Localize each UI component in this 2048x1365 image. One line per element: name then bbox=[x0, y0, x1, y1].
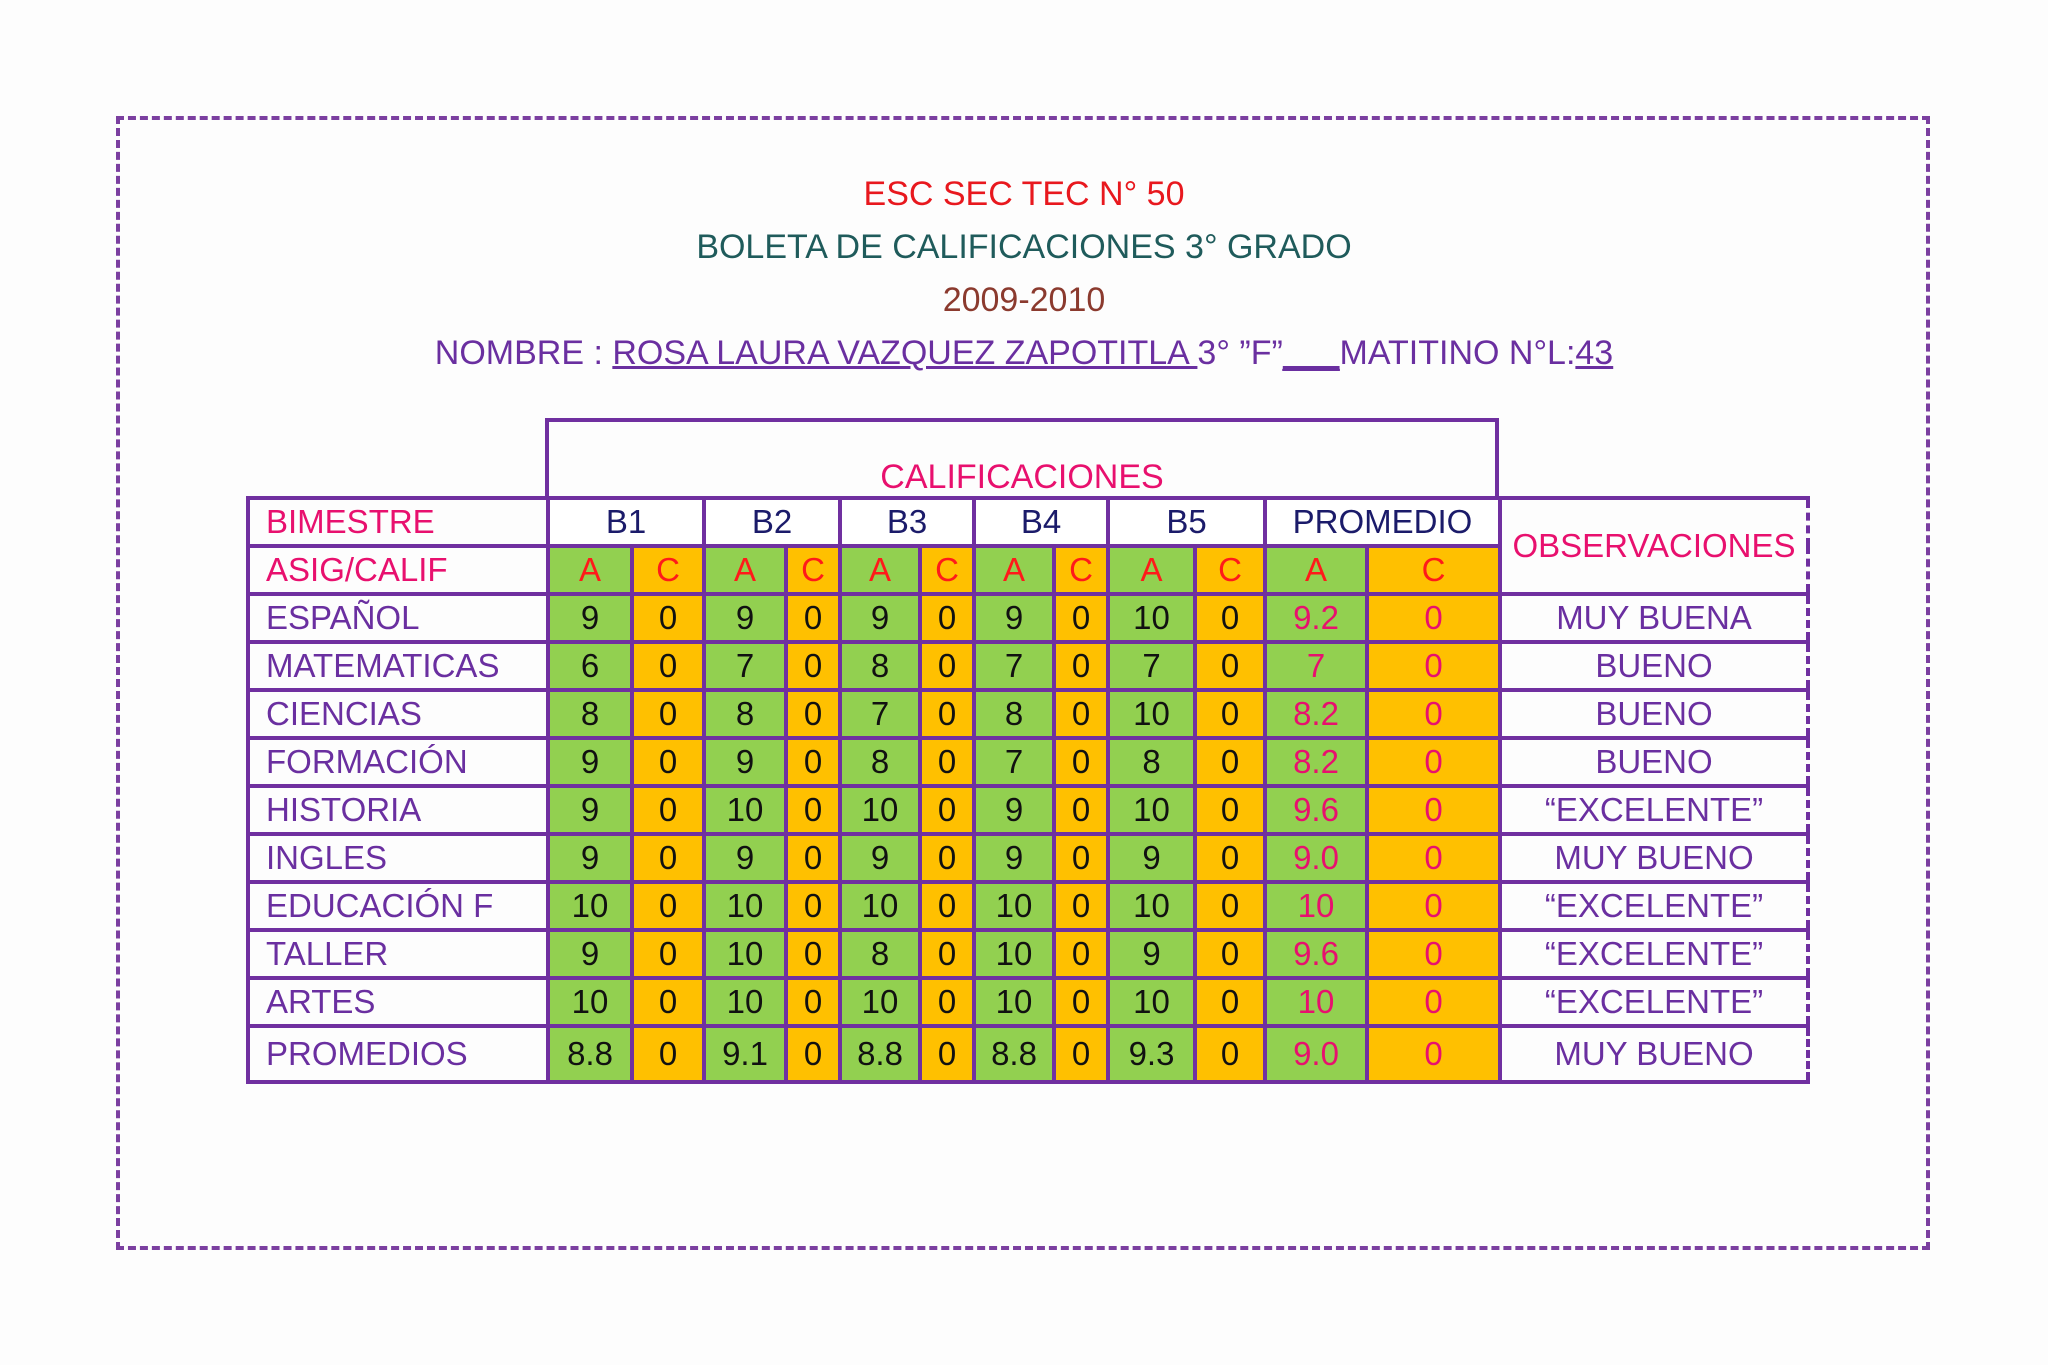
grade-c-cell: 0 bbox=[1054, 930, 1108, 978]
observation-cell: “EXCELENTE” bbox=[1500, 882, 1808, 930]
average-a-cell: 9.0 bbox=[1265, 1026, 1367, 1082]
grade-a-cell: 8 bbox=[840, 930, 920, 978]
table-row bbox=[248, 834, 1808, 882]
grade-c-cell: 0 bbox=[786, 786, 840, 834]
grade-c-cell: 0 bbox=[786, 978, 840, 1026]
grade-a-cell: 9 bbox=[704, 594, 786, 642]
grades-caption: CALIFICACIONES bbox=[545, 418, 1499, 498]
grade-c-cell: 0 bbox=[920, 786, 974, 834]
sub-header-c: C bbox=[786, 546, 840, 594]
average-a-cell: 9.0 bbox=[1265, 834, 1367, 882]
subject-name: MATEMATICAS bbox=[248, 642, 548, 690]
observation-cell: “EXCELENTE” bbox=[1500, 930, 1808, 978]
grades-table bbox=[246, 496, 1810, 1084]
grade-c-cell: 0 bbox=[920, 978, 974, 1026]
grade-a-cell: 10 bbox=[1108, 978, 1195, 1026]
subject-name: EDUCACIÓN F bbox=[248, 882, 548, 930]
grade-c-cell: 0 bbox=[920, 882, 974, 930]
grade-a-cell: 8 bbox=[840, 738, 920, 786]
table-row bbox=[248, 786, 1808, 834]
average-c-cell: 0 bbox=[1367, 642, 1500, 690]
grade-c-cell: 0 bbox=[920, 690, 974, 738]
grade-a-cell: 10 bbox=[548, 882, 632, 930]
grade-c-cell: 0 bbox=[632, 786, 704, 834]
average-a-cell: 7 bbox=[1265, 642, 1367, 690]
average-c-cell: 0 bbox=[1367, 930, 1500, 978]
period-header: PROMEDIO bbox=[1265, 498, 1500, 546]
subject-name: TALLER bbox=[248, 930, 548, 978]
sub-header-a: A bbox=[1108, 546, 1195, 594]
grade-a-cell: 9 bbox=[548, 930, 632, 978]
grade-c-cell: 0 bbox=[632, 594, 704, 642]
grade-a-cell: 8.8 bbox=[974, 1026, 1054, 1082]
grade-c-cell: 0 bbox=[1054, 786, 1108, 834]
grade-a-cell: 9.1 bbox=[704, 1026, 786, 1082]
table-row bbox=[248, 594, 1808, 642]
grade-c-cell: 0 bbox=[1195, 738, 1265, 786]
average-a-cell: 9.2 bbox=[1265, 594, 1367, 642]
subject-name: INGLES bbox=[248, 834, 548, 882]
grade-a-cell: 8 bbox=[840, 642, 920, 690]
grade-a-cell: 7 bbox=[974, 738, 1054, 786]
sub-header-a: A bbox=[548, 546, 632, 594]
grade-c-cell: 0 bbox=[786, 642, 840, 690]
grade-a-cell: 9 bbox=[548, 834, 632, 882]
observation-cell: BUENO bbox=[1500, 690, 1808, 738]
asig-calif-label: ASIG/CALIF bbox=[248, 546, 548, 594]
period-header: B5 bbox=[1108, 498, 1265, 546]
grade-c-cell: 0 bbox=[632, 930, 704, 978]
grade-c-cell: 0 bbox=[1054, 978, 1108, 1026]
grade-c-cell: 0 bbox=[920, 930, 974, 978]
grade-a-cell: 8 bbox=[1108, 738, 1195, 786]
name-prefix: NOMBRE : bbox=[434, 334, 613, 372]
grade-c-cell: 0 bbox=[920, 834, 974, 882]
grade-c-cell: 0 bbox=[632, 978, 704, 1026]
average-c-cell: 0 bbox=[1367, 594, 1500, 642]
grade-a-cell: 10 bbox=[704, 978, 786, 1026]
sub-header-a: A bbox=[1265, 546, 1367, 594]
table-row bbox=[248, 690, 1808, 738]
average-a-cell: 9.6 bbox=[1265, 930, 1367, 978]
student-name: ROSA LAURA VAZQUEZ ZAPOTITLA bbox=[612, 334, 1198, 372]
bimestre-label: BIMESTRE bbox=[248, 498, 548, 546]
grade-c-cell: 0 bbox=[920, 1026, 974, 1082]
sub-header-c: C bbox=[920, 546, 974, 594]
observation-cell: “EXCELENTE” bbox=[1500, 786, 1808, 834]
grade-a-cell: 10 bbox=[1108, 594, 1195, 642]
grade-c-cell: 0 bbox=[1195, 834, 1265, 882]
grade-a-cell: 9.3 bbox=[1108, 1026, 1195, 1082]
grade-a-cell: 9 bbox=[548, 738, 632, 786]
grade-c-cell: 0 bbox=[632, 738, 704, 786]
subject-name: PROMEDIOS bbox=[248, 1026, 548, 1082]
sub-header-c: C bbox=[1195, 546, 1265, 594]
grade-a-cell: 10 bbox=[704, 882, 786, 930]
grade-a-cell: 9 bbox=[704, 834, 786, 882]
grade-c-cell: 0 bbox=[786, 690, 840, 738]
grade-c-cell: 0 bbox=[632, 642, 704, 690]
subject-name: ARTES bbox=[248, 978, 548, 1026]
grade-c-cell: 0 bbox=[786, 930, 840, 978]
grade-a-cell: 10 bbox=[974, 930, 1054, 978]
grade-a-cell: 10 bbox=[840, 786, 920, 834]
period-header: B1 bbox=[548, 498, 704, 546]
grade-c-cell: 0 bbox=[1195, 786, 1265, 834]
grade-c-cell: 0 bbox=[632, 690, 704, 738]
average-c-cell: 0 bbox=[1367, 1026, 1500, 1082]
grade-c-cell: 0 bbox=[632, 834, 704, 882]
grade-a-cell: 9 bbox=[840, 834, 920, 882]
grade-a-cell: 10 bbox=[704, 786, 786, 834]
report-card-title: BOLETA DE CALIFICACIONES 3° GRADO bbox=[696, 228, 1352, 266]
observation-cell: MUY BUENO bbox=[1500, 834, 1808, 882]
observation-cell: MUY BUENO bbox=[1500, 1026, 1808, 1082]
grade-a-cell: 9 bbox=[974, 786, 1054, 834]
school-year: 2009-2010 bbox=[942, 281, 1106, 319]
grade-c-cell: 0 bbox=[1195, 690, 1265, 738]
table-row bbox=[248, 882, 1808, 930]
grade-a-cell: 9 bbox=[548, 594, 632, 642]
table-row bbox=[248, 642, 1808, 690]
subject-name: CIENCIAS bbox=[248, 690, 548, 738]
grade-c-cell: 0 bbox=[786, 738, 840, 786]
grade-c-cell: 0 bbox=[1195, 594, 1265, 642]
grade-c-cell: 0 bbox=[1195, 1026, 1265, 1082]
grade-c-cell: 0 bbox=[1054, 738, 1108, 786]
grade-a-cell: 9 bbox=[704, 738, 786, 786]
sub-header-a: A bbox=[974, 546, 1054, 594]
average-c-cell: 0 bbox=[1367, 738, 1500, 786]
average-c-cell: 0 bbox=[1367, 690, 1500, 738]
subject-name: HISTORIA bbox=[248, 786, 548, 834]
grade-c-cell: 0 bbox=[786, 882, 840, 930]
grade-c-cell: 0 bbox=[1054, 690, 1108, 738]
table-row bbox=[248, 738, 1808, 786]
average-c-cell: 0 bbox=[1367, 786, 1500, 834]
sub-header-c: C bbox=[1367, 546, 1500, 594]
sub-header-a: A bbox=[704, 546, 786, 594]
grade-a-cell: 10 bbox=[1108, 786, 1195, 834]
grade-a-cell: 10 bbox=[840, 882, 920, 930]
grade-a-cell: 6 bbox=[548, 642, 632, 690]
observation-cell: “EXCELENTE” bbox=[1500, 978, 1808, 1026]
sub-header-c: C bbox=[632, 546, 704, 594]
grade-a-cell: 9 bbox=[548, 786, 632, 834]
grade-a-cell: 8.8 bbox=[840, 1026, 920, 1082]
grade-c-cell: 0 bbox=[1054, 642, 1108, 690]
grade-a-cell: 8.8 bbox=[548, 1026, 632, 1082]
subject-name: ESPAÑOL bbox=[248, 594, 548, 642]
average-a-cell: 8.2 bbox=[1265, 690, 1367, 738]
grade-a-cell: 10 bbox=[704, 930, 786, 978]
grade-c-cell: 0 bbox=[786, 834, 840, 882]
grade-a-cell: 8 bbox=[974, 690, 1054, 738]
grade-a-cell: 7 bbox=[1108, 642, 1195, 690]
grade-c-cell: 0 bbox=[1054, 1026, 1108, 1082]
grade-a-cell: 10 bbox=[1108, 690, 1195, 738]
average-a-cell: 10 bbox=[1265, 978, 1367, 1026]
grade-a-cell: 8 bbox=[548, 690, 632, 738]
table-row bbox=[248, 930, 1808, 978]
observation-cell: BUENO bbox=[1500, 642, 1808, 690]
student-group: 3° ”F” bbox=[1197, 334, 1283, 372]
sub-header-c: C bbox=[1054, 546, 1108, 594]
table-row bbox=[248, 1026, 1808, 1082]
blank-line: ___ bbox=[1282, 334, 1340, 372]
grade-c-cell: 0 bbox=[920, 642, 974, 690]
period-header: B3 bbox=[840, 498, 974, 546]
grade-a-cell: 10 bbox=[548, 978, 632, 1026]
grade-a-cell: 7 bbox=[704, 642, 786, 690]
period-header-row bbox=[248, 498, 1808, 546]
grade-a-cell: 10 bbox=[1108, 882, 1195, 930]
grade-c-cell: 0 bbox=[1195, 930, 1265, 978]
period-header: B4 bbox=[974, 498, 1108, 546]
table-row bbox=[248, 978, 1808, 1026]
observation-cell: BUENO bbox=[1500, 738, 1808, 786]
grade-a-cell: 9 bbox=[1108, 930, 1195, 978]
student-info-line bbox=[0, 334, 2048, 373]
sub-header-a: A bbox=[840, 546, 920, 594]
grade-a-cell: 7 bbox=[974, 642, 1054, 690]
grade-a-cell: 10 bbox=[974, 978, 1054, 1026]
average-c-cell: 0 bbox=[1367, 834, 1500, 882]
shift-label: MATITINO N°L: bbox=[1339, 334, 1576, 372]
grade-a-cell: 8 bbox=[704, 690, 786, 738]
average-c-cell: 0 bbox=[1367, 978, 1500, 1026]
grade-a-cell: 10 bbox=[840, 978, 920, 1026]
grade-c-cell: 0 bbox=[1195, 642, 1265, 690]
grade-c-cell: 0 bbox=[786, 594, 840, 642]
grade-a-cell: 9 bbox=[840, 594, 920, 642]
grade-c-cell: 0 bbox=[1054, 594, 1108, 642]
average-a-cell: 10 bbox=[1265, 882, 1367, 930]
grade-c-cell: 0 bbox=[632, 882, 704, 930]
period-header: B2 bbox=[704, 498, 840, 546]
grade-a-cell: 10 bbox=[974, 882, 1054, 930]
grade-c-cell: 0 bbox=[786, 1026, 840, 1082]
grade-c-cell: 0 bbox=[1195, 978, 1265, 1026]
grade-a-cell: 9 bbox=[974, 594, 1054, 642]
observations-header: OBSERVACIONES bbox=[1500, 498, 1808, 594]
grade-a-cell: 7 bbox=[840, 690, 920, 738]
grade-c-cell: 0 bbox=[1054, 834, 1108, 882]
school-name: ESC SEC TEC N° 50 bbox=[863, 175, 1185, 213]
average-a-cell: 8.2 bbox=[1265, 738, 1367, 786]
grade-c-cell: 0 bbox=[1195, 882, 1265, 930]
grades-table-body bbox=[248, 498, 1808, 1082]
list-number: 43 bbox=[1575, 334, 1614, 372]
average-c-cell: 0 bbox=[1367, 882, 1500, 930]
grade-c-cell: 0 bbox=[920, 738, 974, 786]
grade-c-cell: 0 bbox=[1054, 882, 1108, 930]
subject-name: FORMACIÓN bbox=[248, 738, 548, 786]
grade-a-cell: 9 bbox=[1108, 834, 1195, 882]
observation-cell: MUY BUENA bbox=[1500, 594, 1808, 642]
grade-a-cell: 9 bbox=[974, 834, 1054, 882]
grade-c-cell: 0 bbox=[920, 594, 974, 642]
grade-c-cell: 0 bbox=[632, 1026, 704, 1082]
average-a-cell: 9.6 bbox=[1265, 786, 1367, 834]
